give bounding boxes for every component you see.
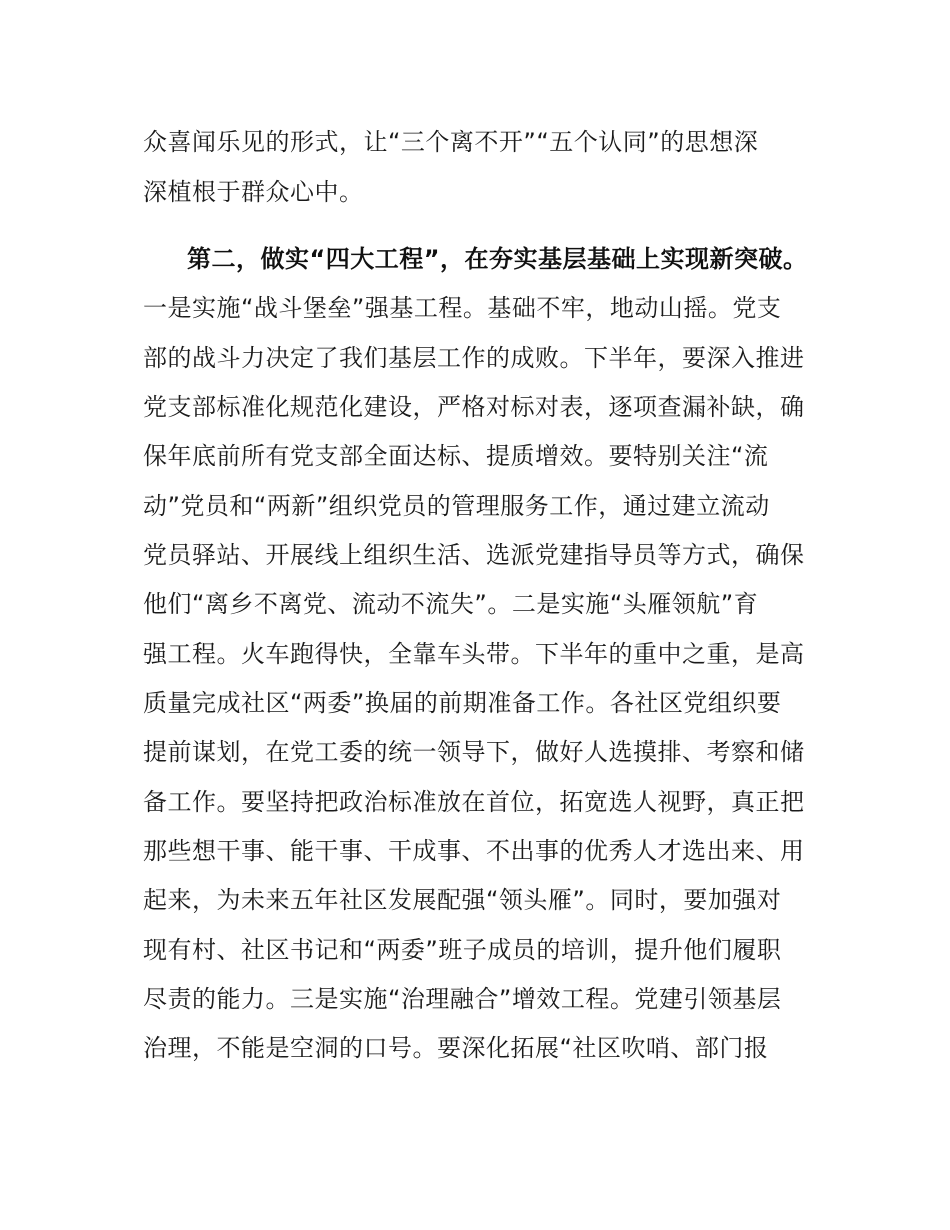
paragraph-line: 动”党员和“两新”组织党员的管理服务工作，通过建立流动 — [143, 492, 770, 520]
paragraph-line: 党支部标准化规范化建设，严格对标对表，逐项查漏补缺，确 — [143, 393, 805, 421]
section-heading: 第二，做实“四大工程”，在夯实基层基础上实现新突破。 — [187, 245, 808, 273]
paragraph-line: 党员驿站、开展线上组织生活、选派党建指导员等方式，确保 — [143, 541, 805, 569]
paragraph-line: 深植根于群众心中。 — [143, 178, 364, 206]
paragraph-line: 强工程。火车跑得快，全靠车头带。下半年的重中之重，是高 — [143, 640, 805, 668]
paragraph-line: 起来，为未来五年社区发展配强“领头雁”。同时，要加强对 — [143, 886, 782, 914]
paragraph-line: 保年底前所有党支部全面达标、提质增效。要特别关注“流 — [143, 442, 769, 470]
paragraph-line: 部的战斗力决定了我们基层工作的成败。下半年，要深入推进 — [143, 344, 805, 372]
paragraph-line: 众喜闻乐见的形式，让“三个离不开”“五个认同”的思想深 — [143, 128, 759, 156]
paragraph-line: 提前谋划，在党工委的统一领导下，做好人选摸排、考察和储 — [143, 738, 805, 766]
paragraph-line: 他们“离乡不离党、流动不流失”。二是实施“头雁领航”育 — [143, 590, 759, 618]
paragraph-line: 备工作。要坚持把政治标准放在首位，拓宽选人视野，真正把 — [143, 788, 805, 816]
paragraph-line: 一是实施“战斗堡垒”强基工程。基础不牢，地动山摇。党支 — [143, 294, 782, 322]
paragraph-line: 现有村、社区书记和“两委”班子成员的培训，提升他们履职 — [143, 936, 782, 964]
paragraph-line: 治理，不能是空洞的口号。要深化拓展“社区吹哨、部门报 — [143, 1034, 769, 1062]
paragraph-line: 那些想干事、能干事、干成事、不出事的优秀人才选出来、用 — [143, 837, 805, 865]
paragraph-line: 尽责的能力。三是实施“治理融合”增效工程。党建引领基层 — [143, 985, 782, 1013]
paragraph-line: 质量完成社区“两委”换届的前期准备工作。各社区党组织要 — [143, 689, 782, 717]
